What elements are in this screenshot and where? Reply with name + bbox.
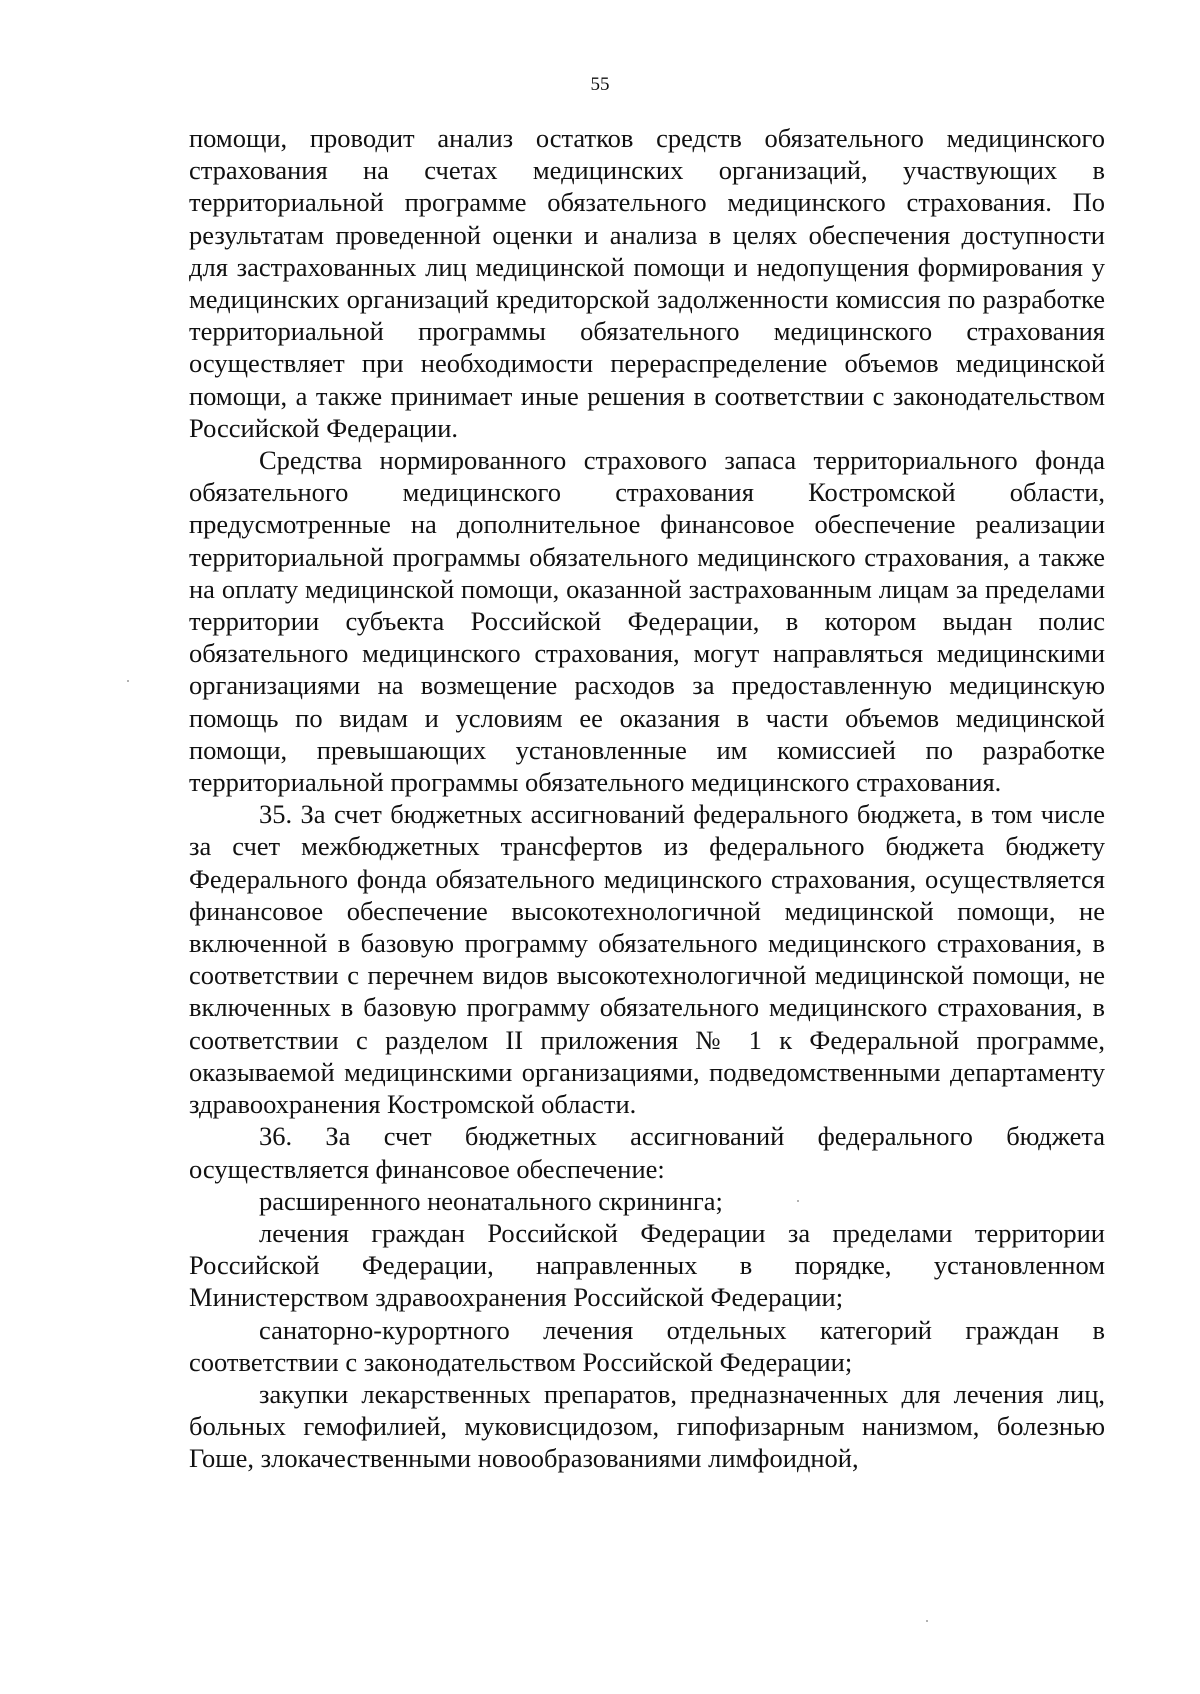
scan-speck <box>926 1620 928 1622</box>
list-item-neonatal-screening: расширенного неонатального скрининга; <box>259 1185 723 1216</box>
paragraph-item-35: 35. За счет бюджетных ассигнований федерального бюджета, в том числе за счет межбюджетных трансфертов из федерального бюджета бюджету Федерального фонда обязательного медицинского страхования, осуществляется финансовое обеспечение высокотехнологичной медицинской помощи, не включенной в базовую программу обязательного медицинского страхования, в соответствии с перечнем видов высокотехнологичной медицинской помощи, не включенных в базовую программу обязательного медицинского страхования, в соответствии с разделом II приложения № 1 к Федеральной программе, оказываемой медицинскими организациями, подведомственными департаменту здравоохранения Костромской области. <box>189 799 1105 1120</box>
list-item-treatment-abroad: лечения граждан Российской Федерации за пределами территории Российской Федерации, направленных в порядке, установленном Министерством здравоохранения Российской Федерации; <box>189 1217 1105 1313</box>
list-item-medicine-procurement: закупки лекарственных препаратов, предназначенных для лечения лиц, больных гемофилией, муковисцидозом, гипофизарным нанизмом, болезнью Гоше, злокачественными новообразованиями лимфоидной, <box>189 1378 1105 1474</box>
paragraph-item-36: 36. За счет бюджетных ассигнований федерального бюджета осуществляется финансовое обеспечение: <box>189 1121 1105 1184</box>
page-number: 55 <box>590 74 610 95</box>
scan-speck <box>797 1200 799 1202</box>
paragraph-insurance-reserve: Средства нормированного страхового запаса территориального фонда обязательного медицинского страхования Костромской области, предусмотренные на дополнительное финансовое обеспечение реализации территориальной программы обязательного медицинского страхования, а также на оплату медицинской помощи, оказанной застрахованным лицам за пределами территории субъекта Российской Федерации, в котором выдан полис обязательного медицинского страхования, могут направляться медицинскими организациями на возмещение расходов за предоставленную медицинскую помощь по видам и условиям ее оказания в части объемов медицинской помощи, превышающих установленные им комиссией по разработке территориальной программы обязательного медицинского страхования. <box>189 445 1105 798</box>
paragraph-continuation: помощи, проводит анализ остатков средств обязательного медицинского страхования на счетах медицинских организаций, участвующих в территориальной программе обязательного медицинского страхования. По результатам проведенной оценки и анализа в целях обеспечения доступности для застрахованных лиц медицинской помощи и недопущения формирования у медицинских организаций кредиторской задолженности комиссия по разработке территориальной программы обязательного медицинского страхования осуществляет при необходимости перераспределение объемов медицинской помощи, а также принимает иные решения в соответствии с законодательством Российской Федерации. <box>189 123 1105 443</box>
document-body <box>189 122 1105 1475</box>
scan-speck <box>127 680 129 682</box>
list-item-sanatorium-treatment: санаторно-курортного лечения отдельных категорий граждан в соответствии с законодательством Российской Федерации; <box>189 1314 1105 1377</box>
